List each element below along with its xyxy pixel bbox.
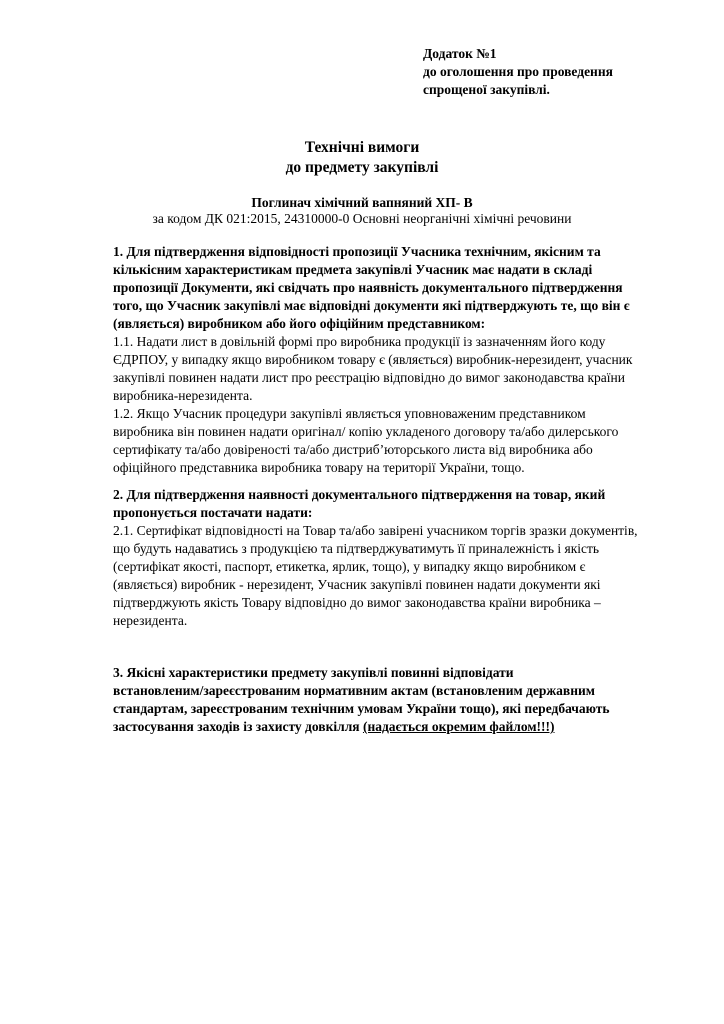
- section-3-line: встановленим/зареєстрованим нормативним актам (встановленим державним: [113, 683, 595, 698]
- section-1-heading-line: пропозиції Документи, які свідчать про наявність документального підтвердження: [113, 280, 623, 295]
- document-title: Технічні вимоги: [304, 139, 420, 156]
- section-1-item-1-line: ЄДРПОУ, у випадку якщо виробником товару є (являється) виробник-нерезидент, учасник: [113, 352, 633, 367]
- subject-name: Поглинач хімічний вапняний ХП- В: [251, 195, 473, 210]
- section-2-heading-line: пропонується постачати надати:: [113, 505, 313, 520]
- annex-number: Додаток №1: [423, 46, 497, 61]
- section-1-item-1-line: закупівлі повинен надати лист про реєстрацію відповідно до вимог законодавства країни: [113, 370, 625, 385]
- section-3: [113, 664, 713, 736]
- section-1-heading-line: (являється) виробником або його офіційним представником:: [113, 316, 486, 331]
- annex-procurement-type: спрощеної закупівлі.: [423, 82, 550, 97]
- separate-file-note: (надається окремим файлом!!!): [362, 719, 555, 734]
- section-1-item-1-line: виробника-нерезидента.: [113, 388, 253, 403]
- section-1-heading-line: 1. Для підтвердження відповідності пропозиції Учасника технічним, якісним та: [113, 244, 601, 259]
- annex-reference: до оголошення про проведення: [423, 64, 613, 79]
- section-3-last-line-text: застосування заходів із захисту довкілля: [113, 719, 363, 734]
- section-2: [113, 486, 713, 630]
- section-2-item-1-line: 2.1. Сертифікат відповідності на Товар та/або завірені учасником торгів зразки документів,: [113, 523, 638, 538]
- section-2-item-1-line: нерезидента.: [113, 613, 188, 628]
- section-2-item-1-line: що будуть надаватись з продукцією та підтверджуватимуть її приналежність і якість: [113, 541, 600, 556]
- subject-code: за кодом ДК 021:2015, 24310000-0 Основні неорганічні хімічні речовини: [152, 211, 572, 226]
- section-1-heading-line: кількісним характеристикам предмета закупівлі Учасник має надати в складі: [113, 262, 593, 277]
- section-1: [113, 243, 713, 477]
- document-title-subline: до предмету закупівлі: [285, 159, 439, 176]
- section-2-item-1-line: (являється) виробник - нерезидент, Учасник закупівлі повинен надати документи які: [113, 577, 601, 592]
- section-3-line: стандартам, зареєстрованим технічним умовам України тощо), які передбачають: [113, 701, 610, 716]
- section-3-line: 3. Якісні характеристики предмету закупівлі повинні відповідати: [113, 665, 514, 680]
- section-1-item-2-line: виробника він повинен надати оригінал/ копію укладеного договору та/або дилерського: [113, 424, 619, 439]
- section-2-item-1-line: (сертифікат якості, паспорт, етикетка, ярлик, тощо), у випадку якщо виробником є: [113, 559, 586, 574]
- section-3-last-line: [113, 718, 713, 736]
- section-1-item-2-line: сертифікату та/або довіреності та/або дистриб’юторського листа від виробника або: [113, 442, 593, 457]
- section-1-item-2-line: офіційного представника виробника товару на території України, тощо.: [113, 460, 525, 475]
- section-1-item-1-line: 1.1. Надати лист в довільній формі про виробника продукції із зазначенням його коду: [113, 334, 606, 349]
- section-1-heading-line: того, що Учасник закупівлі має відповідні документи які підтверджують те, що він є: [113, 298, 630, 313]
- section-2-item-1-line: підтверджують якість Товару відповідно до вимог законодавства країни виробника –: [113, 595, 601, 610]
- annex-block: [423, 45, 703, 99]
- section-1-item-2-line: 1.2. Якщо Учасник процедури закупівлі являється уповноваженим представником: [113, 406, 586, 421]
- section-2-heading-line: 2. Для підтвердження наявності документального підтвердження на товар, який: [113, 487, 606, 502]
